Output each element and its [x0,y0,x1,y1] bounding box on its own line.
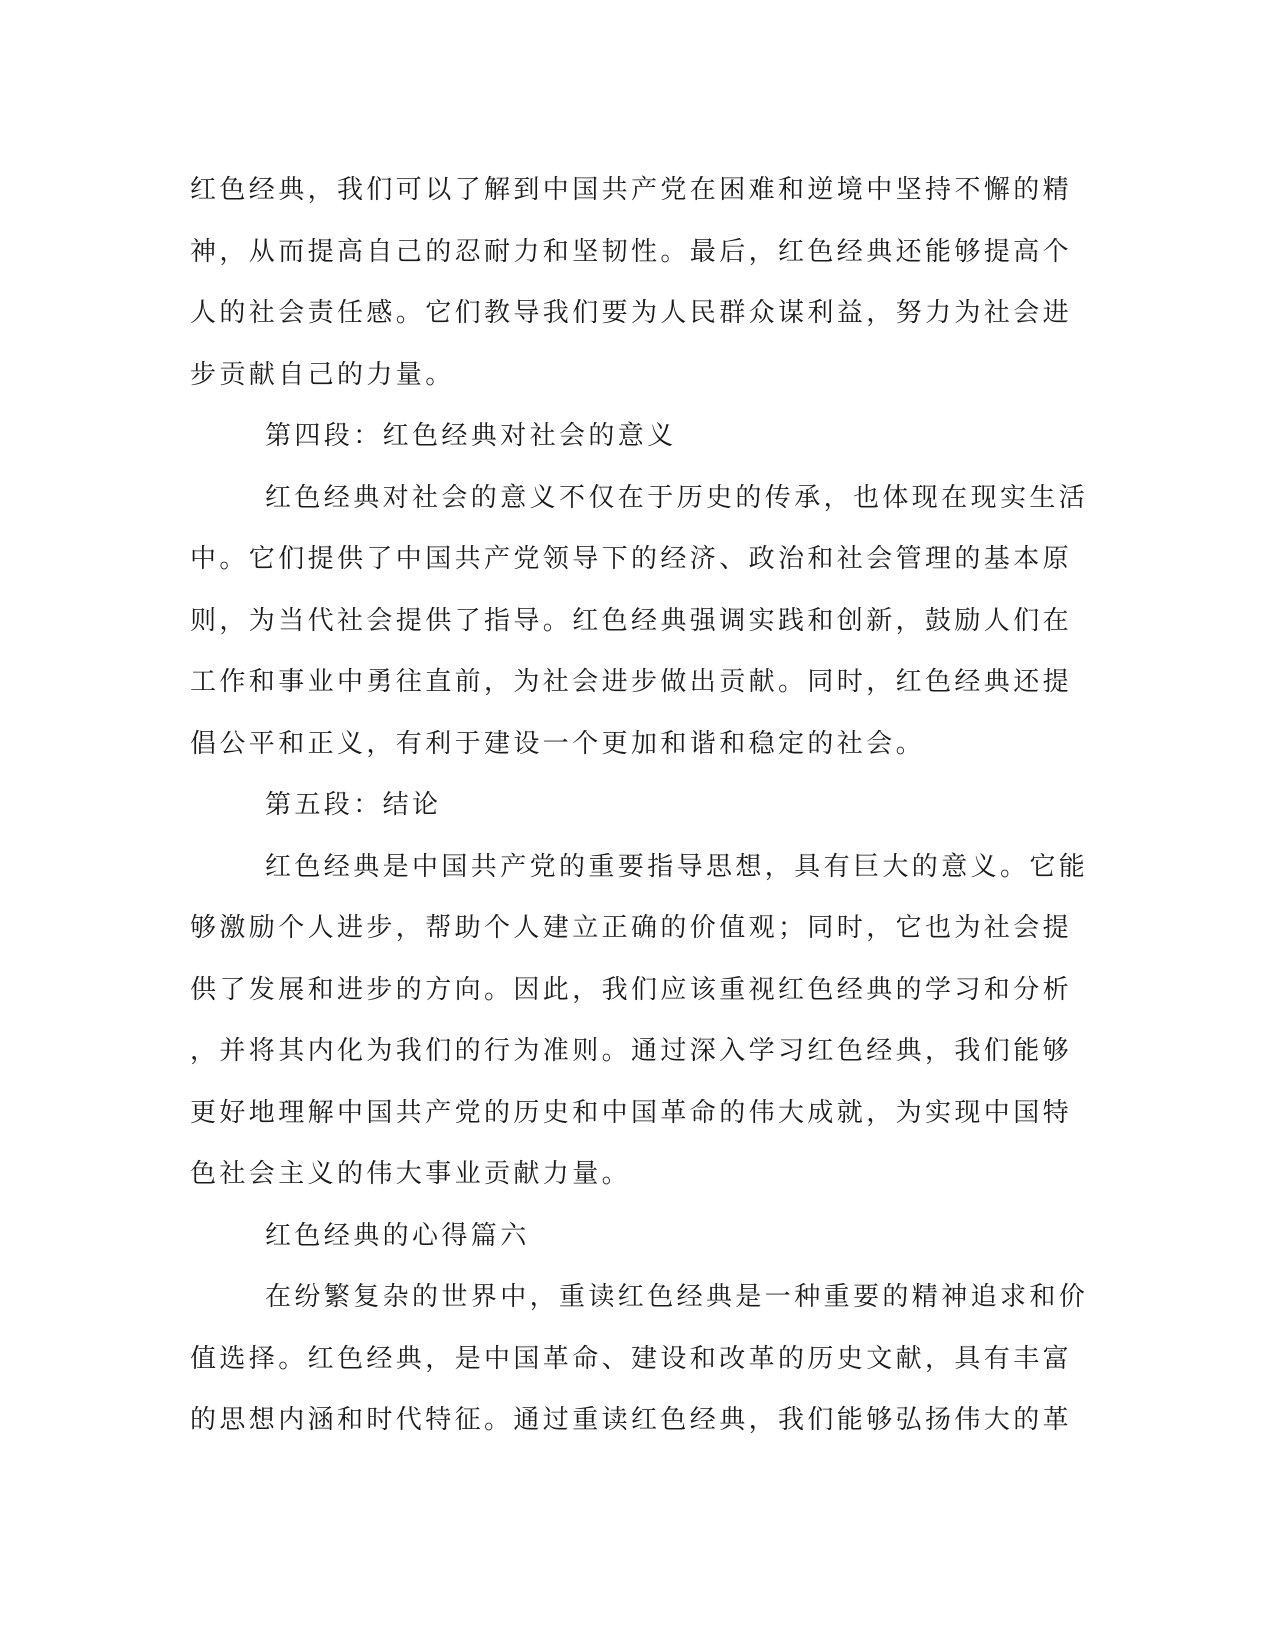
text-line: 第五段：结论 [265,790,442,820]
text-line: 红色经典是中国共产党的重要指导思想，具有巨大的意义。它能 [265,851,1089,882]
text-line: 第四段：红色经典对社会的意义 [265,421,677,451]
text-line: 工作和事业中勇往直前，为社会进步做出贡献。同时，红色经典还提 [190,667,1073,697]
text-line: 值选择。红色经典，是中国革命、建设和改革的历史文献，具有丰富 [190,1343,1073,1374]
text-line: 倡公平和正义，有利于建设一个更加和谐和稳定的社会。 [190,728,926,759]
body-text [190,160,1089,1452]
text-line: 供了发展和进步的方向。因此，我们应该重视红色经典的学习和分析 [190,974,1073,1005]
text-line: 红色经典的心得篇六 [265,1220,530,1251]
text-line: 红色经典，我们可以了解到中国共产党在困难和逆境中坚持不懈的精 [190,175,1073,205]
text-line: 在纷繁复杂的世界中，重读红色经典是一种重要的精神追求和价 [265,1282,1089,1312]
text-line: ，并将其内化为我们的行为准则。通过深入学习红色经典，我们能够 [190,1036,1073,1066]
text-line: 人的社会责任感。它们教导我们要为人民群众谋利益，努力为社会进 [190,298,1073,328]
text-line: 神，从而提高自己的忍耐力和坚韧性。最后，红色经典还能够提高个 [190,236,1073,267]
text-line: 的思想内涵和时代特征。通过重读红色经典，我们能够弘扬伟大的革 [190,1405,1073,1435]
text-line: 则，为当代社会提供了指导。红色经典强调实践和创新，鼓励人们在 [190,605,1073,636]
text-line: 中。它们提供了中国共产党领导下的经济、政治和社会管理的基本原 [190,544,1073,574]
text-line: 步贡献自己的力量。 [190,359,455,390]
text-line: 更好地理解中国共产党的历史和中国革命的伟大成就，为实现中国特 [190,1097,1073,1128]
text-line: 色社会主义的伟大事业贡献力量。 [190,1159,632,1189]
text-line: 红色经典对社会的意义不仅在于历史的传承，也体现在现实生活 [265,482,1089,513]
text-line: 够激励个人进步，帮助个人建立正确的价值观；同时，它也为社会提 [190,913,1073,943]
